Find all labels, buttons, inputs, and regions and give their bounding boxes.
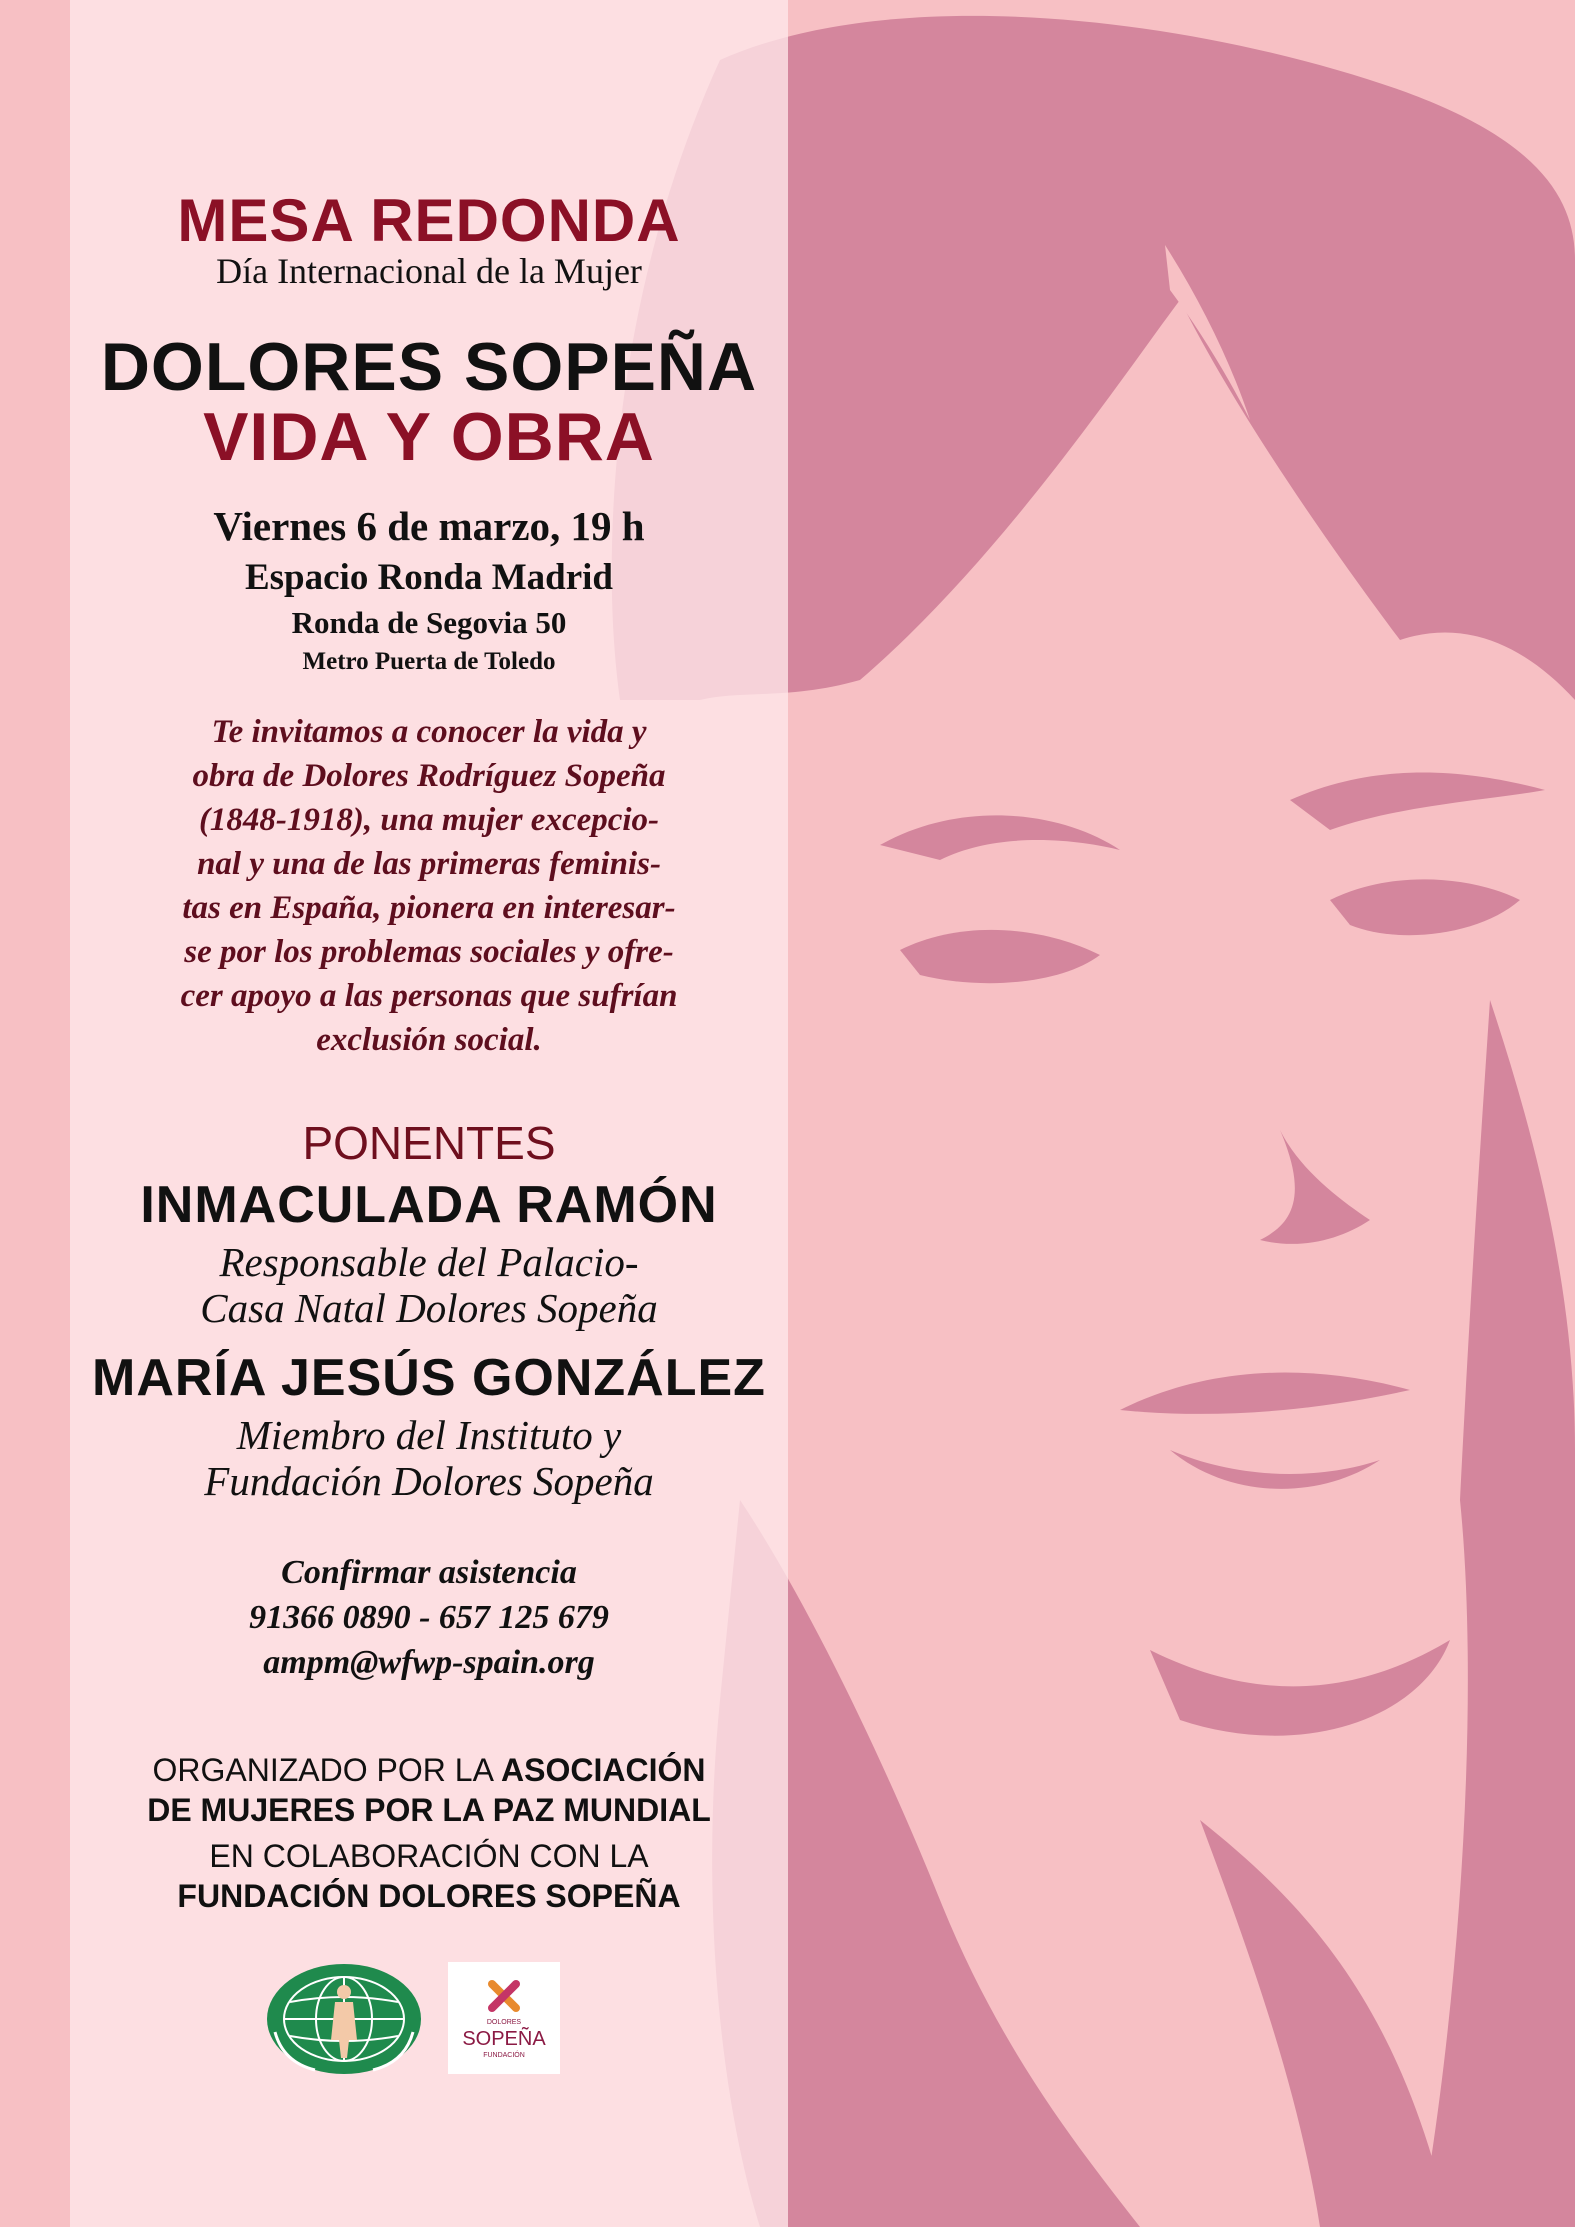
organizer-line1: [70, 1752, 788, 1789]
collaboration-line: EN COLABORACIÓN CON LA: [209, 1838, 649, 1874]
event-datetime: Viernes 6 de marzo, 19 h: [213, 503, 645, 549]
description-line: nal y una de las primeras feminis-: [197, 846, 661, 882]
speaker-role: Responsable del Palacio-: [219, 1239, 639, 1285]
rsvp-phones: 91366 0890 - 657 125 679: [249, 1599, 609, 1636]
speakers-heading: PONENTES: [302, 1117, 556, 1169]
speaker-name: MARÍA JESÚS GONZÁLEZ: [92, 1349, 766, 1407]
poster-content: [70, 0, 788, 2227]
globe-woman-laurel-icon: [265, 1962, 423, 2076]
event-address: Ronda de Segovia 50: [291, 605, 567, 640]
sopena-foundation-logo: [448, 1962, 560, 2074]
collaborator-name: FUNDACIÓN DOLORES SOPEÑA: [177, 1878, 681, 1914]
description-line: (1848-1918), una mujer excepcio-: [198, 802, 660, 838]
main-title-line1: DOLORES SOPEÑA: [100, 329, 758, 405]
event-type-heading: MESA REDONDA: [177, 187, 681, 254]
description-paragraph: [120, 710, 738, 1062]
speaker-name: INMACULADA RAMÓN: [140, 1176, 718, 1234]
speaker-role: Fundación Dolores Sopeña: [204, 1458, 654, 1504]
wfwp-logo: [265, 1962, 423, 2076]
rsvp-label: Confirmar asistencia: [281, 1554, 577, 1591]
description-line: obra de Dolores Rodríguez Sopeña: [192, 758, 666, 794]
sopena-logo-top: DOLORES: [486, 2019, 522, 2026]
sopena-logo-bottom: FUNDACIÓN: [483, 2052, 525, 2059]
description-line: exclusión social.: [316, 1022, 542, 1058]
rsvp-email: ampm@wfwp-spain.org: [263, 1644, 595, 1681]
description-line: cer apoyo a las personas que sufrían: [180, 978, 678, 1014]
description-line: Te invitamos a conocer la vida y: [211, 714, 647, 750]
event-venue: Espacio Ronda Madrid: [244, 557, 613, 598]
organizer-line2: DE MUJERES POR LA PAZ MUNDIAL: [147, 1792, 711, 1828]
main-title-line2: VIDA Y OBRA: [203, 399, 655, 475]
organizer-name-part1: ASOCIACIÓN: [501, 1752, 706, 1788]
description-line: tas en España, pionera en interesar-: [182, 890, 676, 926]
speaker-role: Miembro del Instituto y: [236, 1412, 622, 1458]
sopena-logo-name: SOPEÑA: [462, 2028, 546, 2050]
organizer-prefix: ORGANIZADO POR LA: [152, 1752, 502, 1788]
event-metro: Metro Puerta de Toledo: [302, 648, 556, 675]
occasion-subtitle: Día Internacional de la Mujer: [216, 251, 642, 291]
description-line: se por los problemas sociales y ofre-: [184, 934, 674, 970]
speaker-role: Casa Natal Dolores Sopeña: [200, 1285, 658, 1331]
cross-mark-icon: [484, 1976, 524, 2016]
